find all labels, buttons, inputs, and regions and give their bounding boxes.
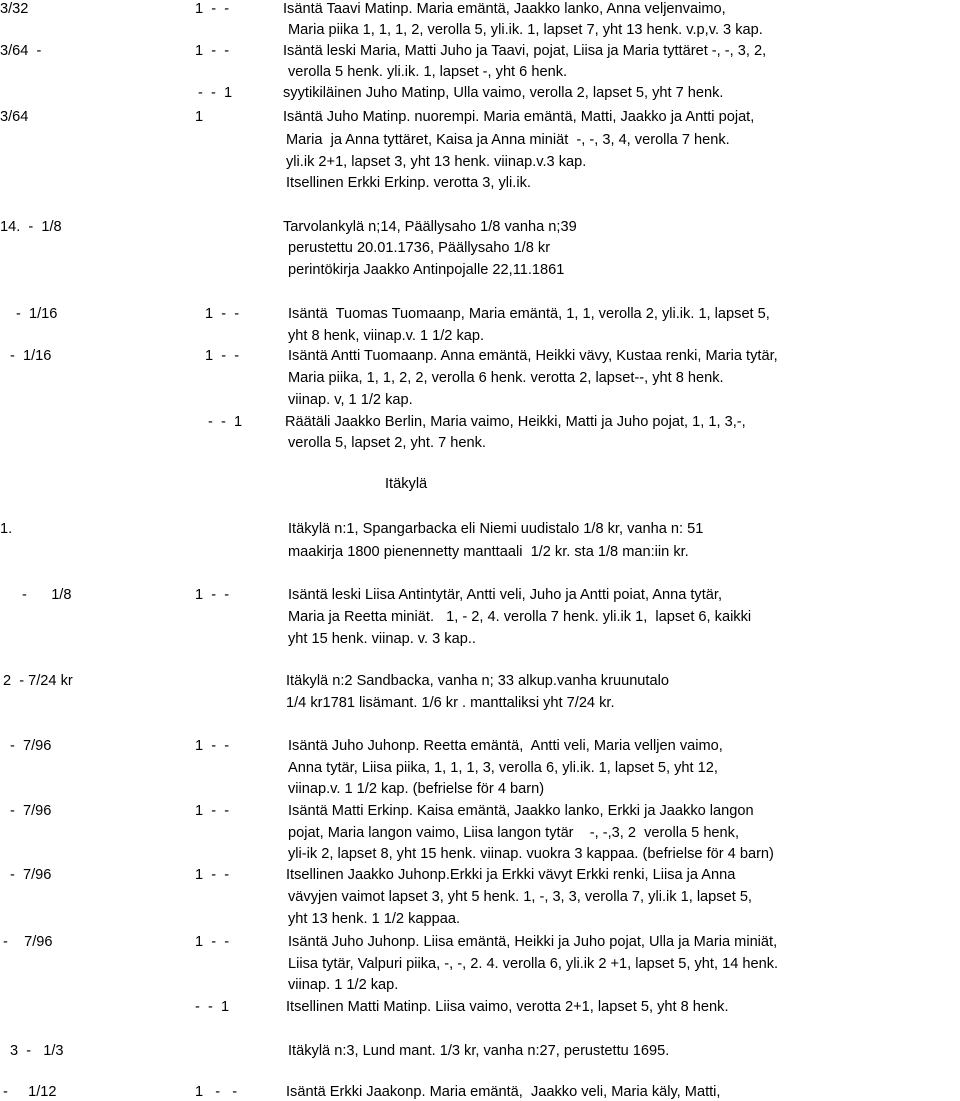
text-line: Itsellinen Jaakko Juhonp.Erkki ja Erkki vävyt Erkki renki, Liisa ja Anna xyxy=(286,867,736,883)
text-line: 2 - 7/24 kr xyxy=(3,673,73,689)
text-line: 3/32 xyxy=(0,1,29,17)
text-line: - 1/12 xyxy=(3,1084,57,1100)
text-line: yht 15 henk. viinap. v. 3 kap.. xyxy=(288,631,476,647)
text-line: Liisa tytär, Valpuri piika, -, -, 2. 4. verolla 6, yli.ik 2 +1, lapset 5, yht, 14 henk. xyxy=(288,956,779,972)
text-line: vävyjen vaimot lapset 3, yht 5 henk. 1, -, 3, 3, verolla 7, yli.ik 1, lapset 5, xyxy=(288,889,752,905)
text-line: Itäkylä xyxy=(385,476,428,492)
text-line: Isäntä Erkki Jaakonp. Maria emäntä, Jaakko veli, Maria käly, Matti, xyxy=(286,1084,721,1100)
text-line: 3 - 1/3 xyxy=(10,1043,64,1059)
text-line: Isäntä Taavi Matinp. Maria emäntä, Jaakko lanko, Anna veljenvaimo, xyxy=(283,1,726,17)
text-line: Itsellinen Erkki Erkinp. verotta 3, yli.ik. xyxy=(286,175,531,191)
text-line: yli-ik 2, lapset 8, yht 15 henk. viinap. vuokra 3 kappaa. (befrielse för 4 barn) xyxy=(288,846,774,862)
text-line: perintökirja Jaakko Antinpojalle 22,11.1861 xyxy=(288,262,565,278)
text-line: syytikiläinen Juho Matinp, Ulla vaimo, verolla 2, lapset 5, yht 7 henk. xyxy=(283,85,724,101)
text-line: Isäntä leski Maria, Matti Juho ja Taavi, pojat, Liisa ja Maria tyttäret -, -, 3, 2, xyxy=(283,43,767,59)
text-line: Isäntä Matti Erkinp. Kaisa emäntä, Jaakko lanko, Erkki ja Jaakko langon xyxy=(288,803,754,819)
text-line: - 1/16 xyxy=(16,306,58,322)
text-line: Maria ja Reetta miniät. 1, - 2, 4. verolla 7 henk. yli.ik 1, lapset 6, kaikki xyxy=(288,609,752,625)
text-line: Maria piika 1, 1, 1, 2, verolla 5, yli.ik. 1, lapset 7, yht 13 henk. v.p,v. 3 kap. xyxy=(288,22,763,38)
text-line: 1 - - xyxy=(195,803,230,819)
text-line: 1 xyxy=(195,109,204,125)
text-line: maakirja 1800 pienennetty manttaali 1/2 kr. sta 1/8 man:iin kr. xyxy=(288,544,689,560)
text-line: 1 - - xyxy=(205,348,240,364)
text-line: - - 1 xyxy=(195,999,230,1015)
text-line: 1 - - xyxy=(195,934,230,950)
text-line: Itäkylä n:2 Sandbacka, vanha n; 33 alkup.vanha kruunutalo xyxy=(286,673,669,689)
text-line: 1 - - xyxy=(195,43,230,59)
text-line: viinap. 1 1/2 kap. xyxy=(288,977,399,993)
text-line: - 7/96 xyxy=(10,803,52,819)
text-line: verolla 5 henk. yli.ik. 1, lapset -, yht 6 henk. xyxy=(288,64,568,80)
text-line: - 7/96 xyxy=(3,934,53,950)
text-line: 14. - 1/8 xyxy=(0,219,62,235)
text-line: Itäkylä n:3, Lund mant. 1/3 kr, vanha n:27, perustettu 1695. xyxy=(288,1043,670,1059)
text-line: yli.ik 2+1, lapset 3, yht 13 henk. viinap.v.3 kap. xyxy=(286,154,587,170)
text-line: Maria piika, 1, 1, 2, 2, verolla 6 henk. verotta 2, lapset--, yht 8 henk. xyxy=(288,370,724,386)
text-line: viinap. v, 1 1/2 kap. xyxy=(288,392,413,408)
text-line: pojat, Maria langon vaimo, Liisa langon tytär -, -,3, 2 verolla 5 henk, xyxy=(288,825,740,841)
text-line: 1 - - xyxy=(195,1,230,17)
text-line: - - 1 xyxy=(198,85,233,101)
text-line: 1 - - xyxy=(205,306,240,322)
text-line: Itäkylä n:1, Spangarbacka eli Niemi uudistalo 1/8 kr, vanha n: 51 xyxy=(288,521,704,537)
text-line: Maria ja Anna tyttäret, Kaisa ja Anna miniät -, -, 3, 4, verolla 7 henk. xyxy=(286,132,730,148)
text-line: 3/64 - xyxy=(0,43,42,59)
text-line: Isäntä leski Liisa Antintytär, Antti veli, Juho ja Antti poiat, Anna tytär, xyxy=(288,587,723,603)
text-line: Isäntä Antti Tuomaanp. Anna emäntä, Heikki vävy, Kustaa renki, Maria tytär, xyxy=(288,348,778,364)
text-line: Isäntä Tuomas Tuomaanp, Maria emäntä, 1, 1, verolla 2, yli.ik. 1, lapset 5, xyxy=(288,306,770,322)
text-line: Räätäli Jaakko Berlin, Maria vaimo, Heikki, Matti ja Juho pojat, 1, 1, 3,-, xyxy=(285,414,746,430)
text-line: perustettu 20.01.1736, Päällysaho 1/8 kr xyxy=(288,240,551,256)
text-line: - 1/16 xyxy=(10,348,52,364)
text-line: - 7/96 xyxy=(10,867,52,883)
text-line: Isäntä Juho Juhonp. Liisa emäntä, Heikki ja Juho pojat, Ulla ja Maria miniät, xyxy=(288,934,778,950)
text-line: 1 - - xyxy=(195,867,230,883)
text-line: 1/4 kr1781 lisämant. 1/6 kr . manttaliksi yht 7/24 kr. xyxy=(286,695,615,711)
text-line: 1 - - xyxy=(195,1084,238,1100)
text-line: Isäntä Juho Juhonp. Reetta emäntä, Antti veli, Maria velljen vaimo, xyxy=(288,738,723,754)
text-line: 1 - - xyxy=(195,587,230,603)
text-line: - - 1 xyxy=(208,414,243,430)
text-line: 1. xyxy=(0,521,13,537)
text-line: Tarvolankylä n;14, Päällysaho 1/8 vanha n;39 xyxy=(283,219,577,235)
text-line: verolla 5, lapset 2, yht. 7 henk. xyxy=(288,435,486,451)
text-line: yht 8 henk, viinap.v. 1 1/2 kap. xyxy=(288,328,485,344)
text-line: Isäntä Juho Matinp. nuorempi. Maria emäntä, Matti, Jaakko ja Antti pojat, xyxy=(283,109,755,125)
text-line: 1 - - xyxy=(195,738,230,754)
text-line: - 1/8 xyxy=(22,587,72,603)
text-line: viinap.v. 1 1/2 kap. (befrielse för 4 barn) xyxy=(288,781,545,797)
text-line: 3/64 xyxy=(0,109,29,125)
text-line: yht 13 henk. 1 1/2 kappaa. xyxy=(288,911,461,927)
text-line: Itsellinen Matti Matinp. Liisa vaimo, verotta 2+1, lapset 5, yht 8 henk. xyxy=(286,999,729,1015)
text-line: Anna tytär, Liisa piika, 1, 1, 1, 3, verolla 6, yli.ik. 1, lapset 5, yht 12, xyxy=(288,760,718,776)
text-line: - 7/96 xyxy=(10,738,52,754)
